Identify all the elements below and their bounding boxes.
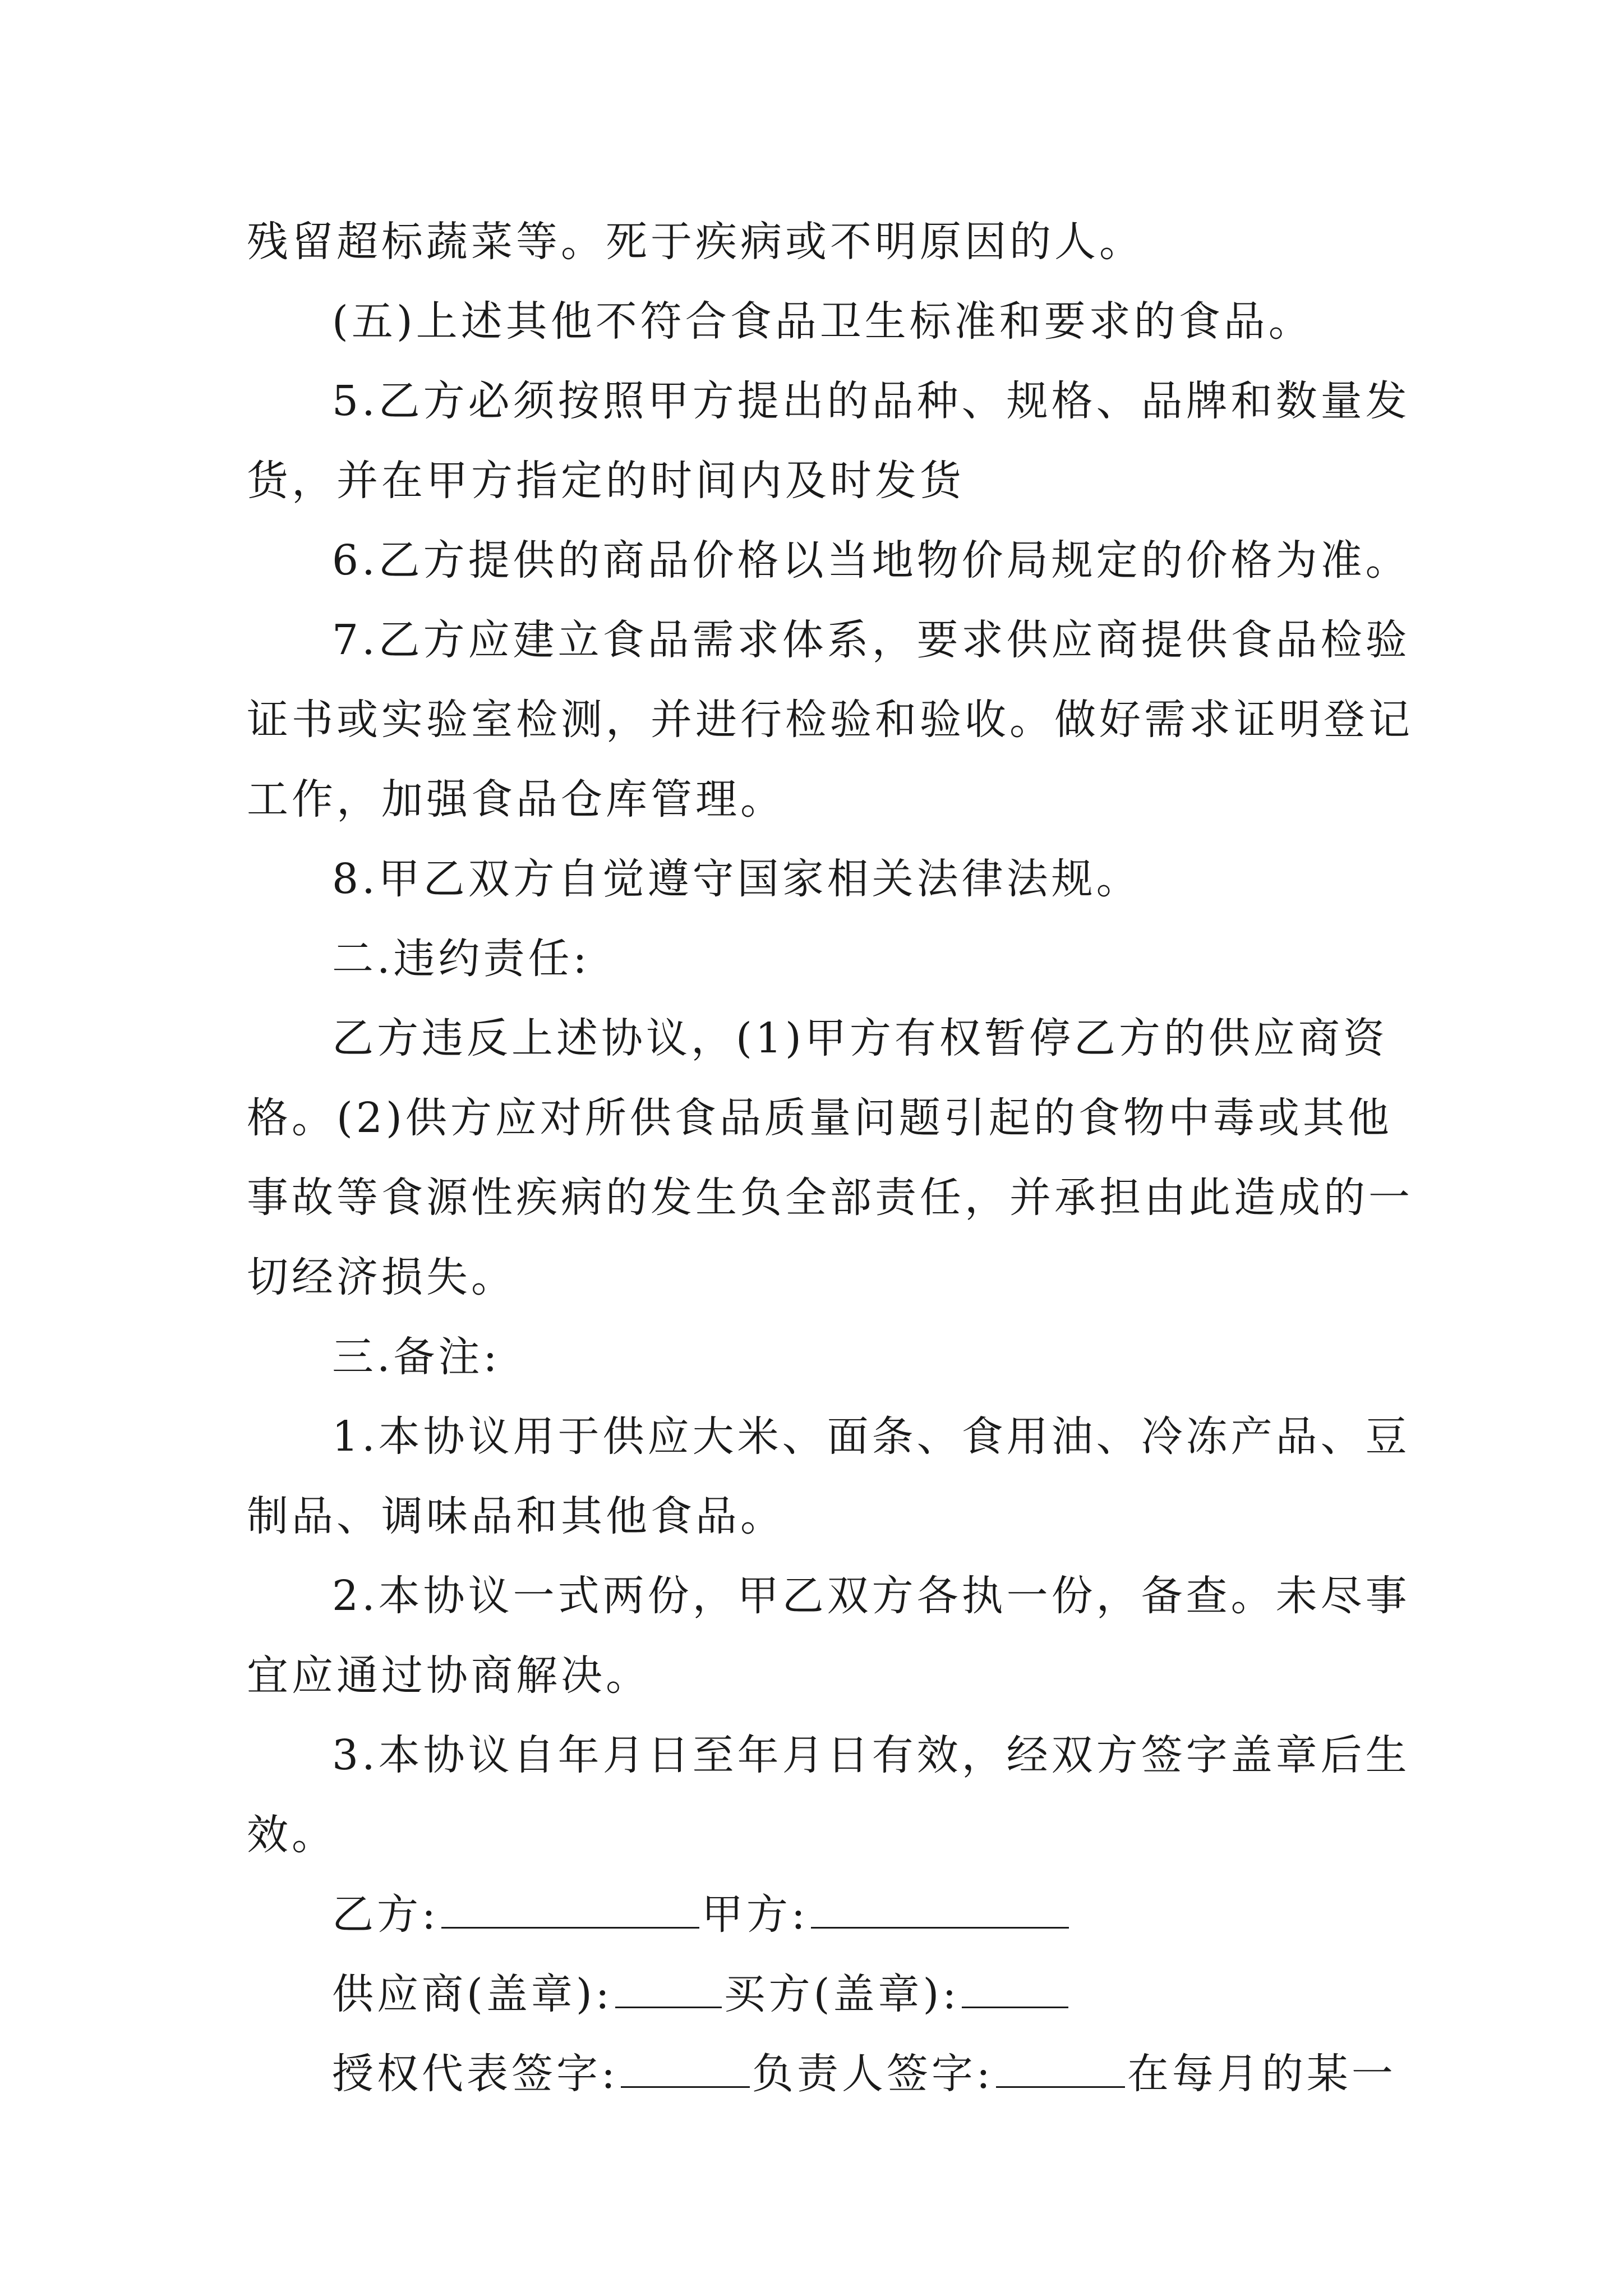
- paragraph-line: 宜应通过协商解决。: [247, 1651, 651, 1700]
- section-heading: 三.备注:: [332, 1333, 501, 1381]
- paragraph-line: 残留超标蔬菜等。死于疾病或不明原因的人。: [247, 218, 1144, 266]
- paragraph-line: 6.乙方提供的商品价格以当地物价局规定的价格为准。: [332, 536, 1410, 585]
- party-a-blank[interactable]: [811, 1891, 1069, 1929]
- responsible-person-blank[interactable]: [996, 2050, 1125, 2088]
- authorized-rep-label: 授权代表签字:: [332, 2050, 619, 2098]
- paragraph-line: 效。: [247, 1811, 336, 1859]
- paragraph-line: 7.乙方应建立食品需求体系，要求供应商提供食品检验: [332, 616, 1410, 664]
- paragraph-line: 乙方违反上述协议，(1)甲方有权暂停乙方的供应商资: [332, 1014, 1388, 1062]
- signature-row-parties: [247, 1875, 1385, 1954]
- signature-row-seals: [247, 1954, 1385, 2034]
- paragraph-line: 3.本协议自年月日至年月日有效，经双方签字盖章后生: [332, 1731, 1410, 1779]
- party-a-label: 甲方:: [701, 1890, 809, 1939]
- paragraph-line: 切经济损失。: [247, 1253, 516, 1301]
- paragraph-line: 2.本协议一式两份，甲乙双方各执一份，备查。未尽事: [332, 1572, 1410, 1620]
- supplier-seal-label: 供应商(盖章):: [332, 1970, 613, 2018]
- paragraph-line: 工作，加强食品仓库管理。: [247, 775, 785, 823]
- section-heading: 二.违约责任:: [332, 935, 591, 983]
- paragraph-line: 事故等食源性疾病的发生负全部责任，并承担由此造成的一: [247, 1174, 1413, 1222]
- signature-row-signers: [247, 2034, 1396, 2114]
- paragraph-line: 制品、调味品和其他食品。: [247, 1492, 785, 1540]
- buyer-seal-blank[interactable]: [962, 1971, 1068, 2008]
- party-b-blank[interactable]: [441, 1891, 699, 1929]
- paragraph-line: 货，并在甲方指定的时间内及时发货: [247, 457, 965, 505]
- paragraph-line: (五)上述其他不符合食品卫生标准和要求的食品。: [332, 297, 1313, 346]
- trailing-text: 在每月的某一: [1127, 2050, 1396, 2098]
- supplier-seal-blank[interactable]: [615, 1971, 722, 2008]
- paragraph-line: 证书或实验室检测，并进行检验和验收。做好需求证明登记: [247, 696, 1413, 744]
- paragraph-line: 8.甲乙双方自觉遵守国家相关法律法规。: [332, 855, 1141, 903]
- buyer-seal-label: 买方(盖章):: [723, 1970, 960, 2018]
- authorized-rep-blank[interactable]: [621, 2050, 750, 2088]
- paragraph-line: 5.乙方必须按照甲方提出的品种、规格、品牌和数量发: [332, 377, 1410, 425]
- document-body: [247, 202, 1413, 2114]
- responsible-person-label: 负责人签字:: [751, 2050, 994, 2098]
- party-b-label: 乙方:: [332, 1890, 439, 1939]
- paragraph-line: 1.本协议用于供应大米、面条、食用油、冷冻产品、豆: [332, 1412, 1410, 1461]
- paragraph-line: 格。(2)供方应对所供食品质量问题引起的食物中毒或其他: [247, 1094, 1393, 1142]
